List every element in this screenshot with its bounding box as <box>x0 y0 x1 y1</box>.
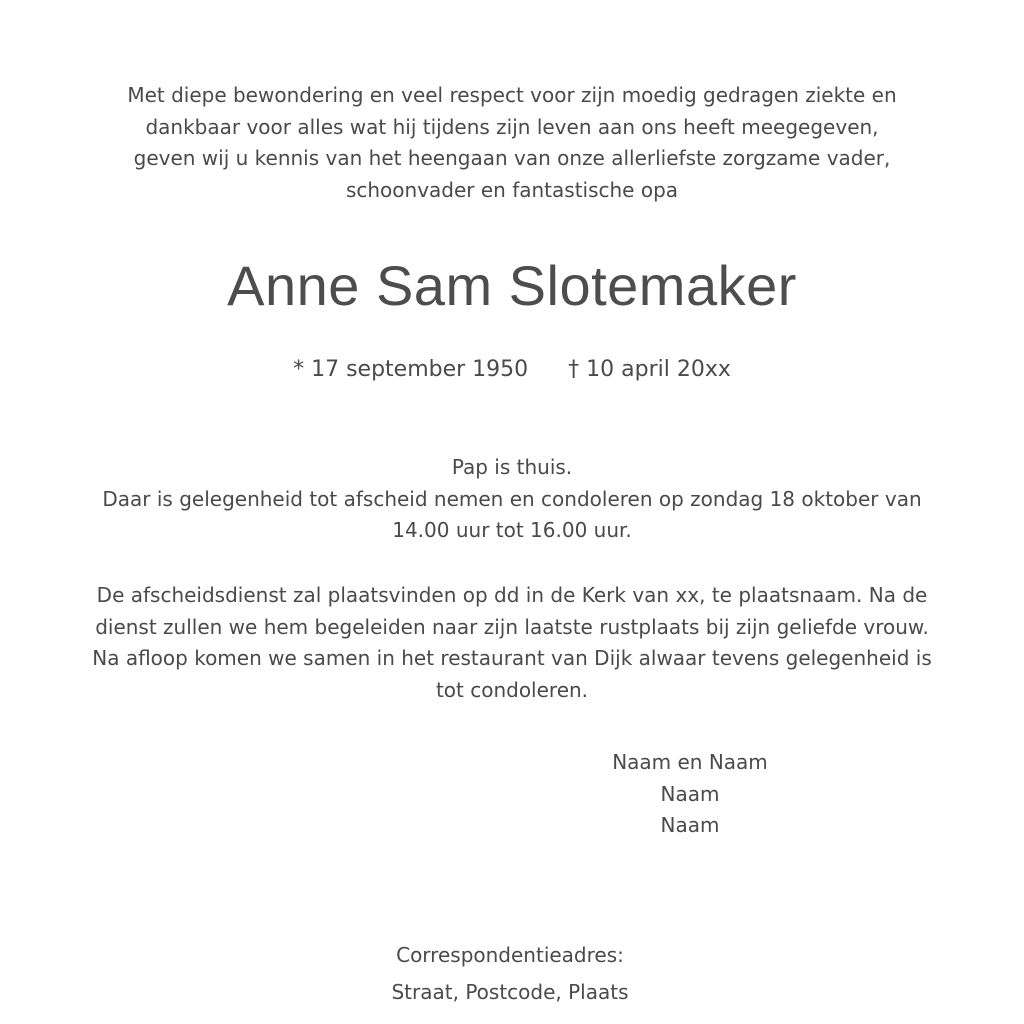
correspondence-value: Straat, Postcode, Plaats <box>391 980 629 1004</box>
intro-line: Met diepe bewondering en veel respect voor zijn moedig gedragen ziekte en <box>127 83 897 107</box>
service-line: Na afloop komen we samen in het restaurant van Dijk alwaar tevens gelegenheid is <box>92 646 932 670</box>
life-dates <box>0 354 1024 386</box>
signatory-line: Naam <box>660 781 720 806</box>
service-line: tot condoleren. <box>435 677 589 702</box>
correspondence-address <box>360 937 660 1011</box>
intro-line: geven wij u kennis van het heengaan van onze allerliefste zorgzame vader, <box>133 146 891 170</box>
intro-line: dankbaar voor alles wat hij tijdens zijn leven aan ons heeft meegegeven, <box>145 114 879 139</box>
correspondence-label: Correspondentieadres: <box>396 943 624 967</box>
visitation-line: 14.00 uur tot 16.00 uur. <box>392 518 632 542</box>
service-line: De afscheidsdienst zal plaatsvinden op dd in de Kerk van xx, te plaatsnaam. Na de <box>96 583 928 607</box>
death-date: † 10 april 20xx <box>568 357 731 382</box>
visitation-line: Daar is gelegenheid tot afscheid nemen en condoleren op zondag 18 oktober van <box>102 486 922 511</box>
intro-text <box>0 80 1024 206</box>
visitation-line: Pap is thuis. <box>451 455 573 479</box>
signatories <box>580 747 800 842</box>
service-text <box>0 580 1024 706</box>
signatory-line: Naam en Naam <box>612 750 768 774</box>
visitation-text <box>0 452 1024 547</box>
signatory-line: Naam <box>660 813 720 837</box>
deceased-name: Anne Sam Slotemaker <box>227 254 797 317</box>
intro-line: schoonvader en fantastische opa <box>345 177 679 202</box>
service-line: dienst zullen we hem begeleiden naar zijn laatste rustplaats bij zijn geliefde vrouw. <box>95 614 929 639</box>
birth-date: * 17 september 1950 <box>293 357 529 382</box>
